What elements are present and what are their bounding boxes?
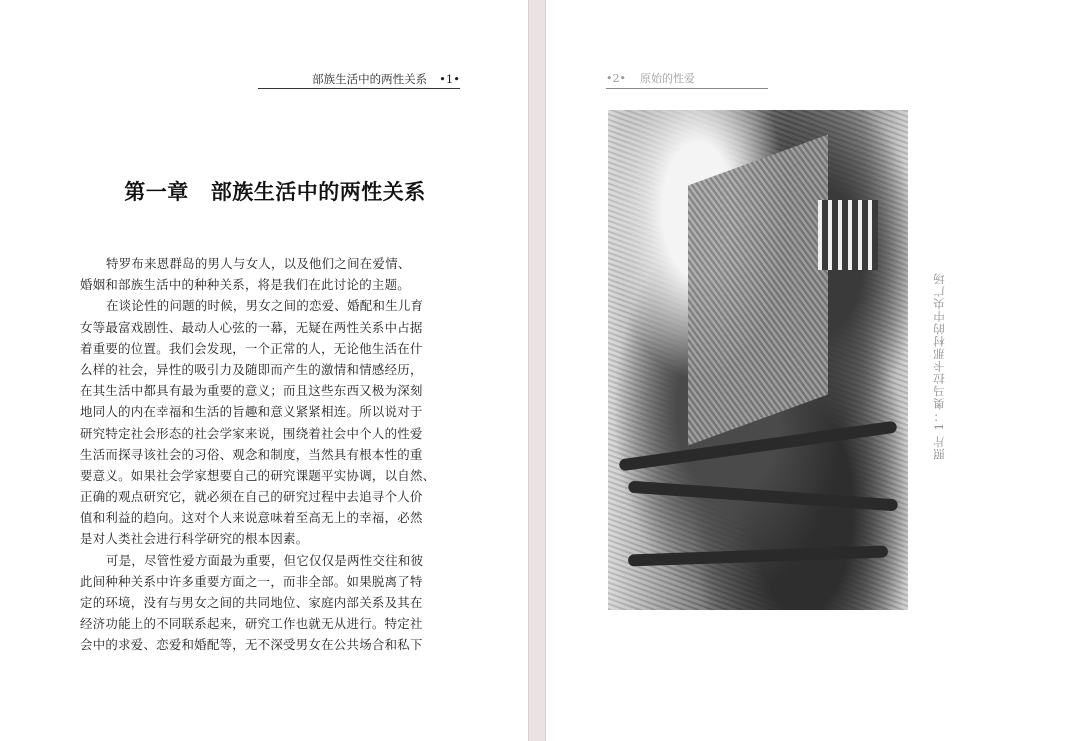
- text-line: 会中的求爱、恋爱和婚配等，无不深受男女在公共场合和私下: [80, 637, 423, 653]
- palm-trunk-shape: [628, 545, 888, 566]
- page-gutter: [528, 0, 546, 741]
- chapter-number: 第一章: [124, 179, 189, 204]
- chapter-title: 部族生活中的两性关系: [210, 179, 426, 204]
- fence-shape: [818, 200, 878, 270]
- photo-caption: 照片 1：奥马拉卡那村的中央广场: [932, 272, 946, 460]
- page-number: •2•: [606, 72, 626, 85]
- text-line: 经济功能上的不同联系起来，研究工作也就无从进行。特定社: [80, 616, 423, 632]
- text-line: 此间种种关系中许多重要方面之一，而非全部。如果脱离了特: [80, 573, 423, 589]
- village-photo: [608, 110, 908, 610]
- text-line: 正确的观点研究它，就必须在自己的研究过程中去追寻个人价: [80, 489, 423, 505]
- thatched-roof-shape: [688, 135, 828, 446]
- running-header: [606, 70, 768, 89]
- text-line: 生活而探寻该社会的习俗、观念和制度，当然具有根本性的重: [80, 446, 423, 462]
- text-line: 地同人的内在幸福和生活的旨趣和意义紧紧相连。所以说对于: [80, 404, 423, 420]
- text-line: 可是，尽管性爱方面最为重要，但它仅仅是两性交往和彼: [106, 552, 424, 568]
- text-line: 是对人类社会进行科学研究的根本因素。: [80, 531, 309, 547]
- palm-trunk-shape: [628, 481, 898, 512]
- text-line: 特罗布来恩群岛的男人与女人，以及他们之间在爱情、: [106, 256, 411, 271]
- text-line: 婚姻和部族生活中的种种关系，将是我们在此讨论的主题。: [80, 277, 410, 293]
- text-line: 值和利益的趋向。这对个人来说意味着至高无上的幸福，必然: [80, 510, 423, 526]
- body-text: [80, 253, 460, 656]
- text-line: 在谈论性的问题的时候，男女之间的恋爱、婚配和生儿育: [106, 298, 424, 314]
- text-line: 研究特定社会形态的社会学家来说，围绕着社会中个人的性爱: [80, 425, 423, 441]
- text-line: 定的环境，没有与男女之间的共同地位、家庭内部关系及其在: [80, 595, 423, 610]
- chapter-heading: [80, 176, 470, 206]
- running-title: 部族生活中的两性关系: [312, 72, 428, 86]
- running-title: 原始的性爱: [639, 72, 695, 85]
- running-header: [258, 70, 460, 89]
- text-line: 女等最富戏剧性、最动人心弦的一幕，无疑在两性关系中占据: [80, 319, 423, 335]
- text-line: 要意义。如果社会学家想要自己的研究课题平实协调，以自然、: [80, 467, 436, 483]
- palm-trunk-shape: [619, 421, 898, 472]
- text-line: 着重要的位置。我们会发现，一个正常的人，无论他生活在什: [80, 340, 423, 356]
- text-line: 在其生活中都具有最为重要的意义；而且这些东西又极为深刻: [80, 383, 423, 399]
- right-page: [546, 0, 1074, 741]
- left-page: [0, 0, 528, 741]
- page-number: •1•: [439, 72, 460, 86]
- text-line: 么样的社会，异性的吸引力及随即而产生的激情和情感经历，: [80, 361, 423, 377]
